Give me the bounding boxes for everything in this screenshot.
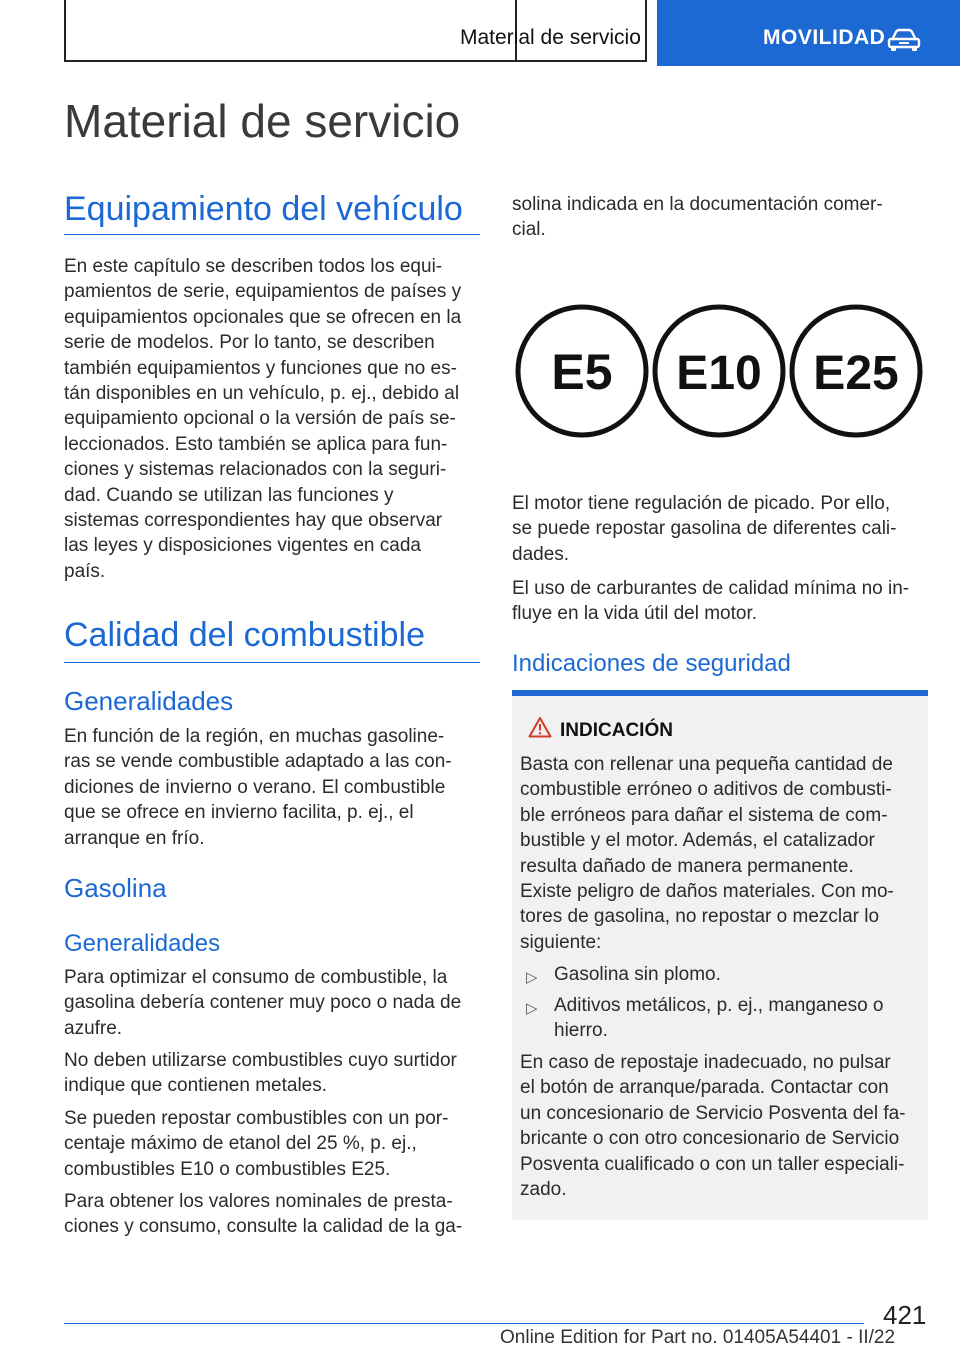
paragraph-gas-2: No deben utilizarse combustibles cuyo surtidor indique que contienen metales. [64, 1050, 457, 1097]
fuel-label-e5 [518, 307, 646, 435]
heading-rule [64, 662, 480, 663]
warning-bullet-1: Gasolina sin plomo. [554, 964, 721, 985]
paragraph-gas-3: Se pueden repostar combustibles con un por‐ centaje máximo de etanol del 25 %, p. ej., combustibles E10 o combustibles E25. [64, 1108, 449, 1180]
warning-title: INDICACIÓN [560, 720, 673, 741]
heading-generalidades: Generalidades [64, 686, 234, 716]
paragraph-gas-4: Para obtener los valores nominales de presta‐ ciones y consumo, consulte la calidad de la ga‐ [64, 1191, 463, 1238]
bullet-marker-icon: ▷ [526, 1000, 538, 1017]
heading-calidad: Calidad del combustible [64, 616, 425, 654]
fuel-labels-svg [514, 303, 924, 453]
tab-label: MOVILIDAD [763, 26, 886, 49]
tab-movilidad[interactable] [657, 0, 960, 66]
bullet-marker-icon: ▷ [526, 969, 538, 986]
warning-bullet-2: Aditivos metálicos, p. ej., manganeso o hierro. [554, 995, 884, 1042]
page-title: Material de servicio [64, 95, 461, 147]
heading-rule [64, 234, 480, 235]
paragraph-uso: El uso de carburantes de calidad mínima no in‐ fluye en la vida útil del motor. [512, 578, 910, 625]
paragraph-equipamiento: En este capítulo se describen todos los equi‐ pamientos de serie, equipamientos de países y equipamientos opcionales que se ofrecen en la serie de modelos. Por lo tanto, se describen también equipamientos y funciones que no es‐ tán disponibles en un vehículo, p. ej., debido al equipamiento opcional o la versión de país se‐ leccionados. Esto también se aplica para fun‐ ciones y sistemas relacionados con la seguri‐ dad. Cuando se utilizan las funciones y sistemas correspondientes hay que observar las leyes y disposiciones vigentes en cada país. [64, 256, 462, 582]
warning-paragraph-2: En caso de repostaje inadecuado, no pulsar el botón de arranque/parada. Contactar con un concesionario de Servicio Posventa del fa‐ bricante o con otro concesionario de Servicio Posventa cualificado o con un taller especiali‐ zado. [520, 1052, 906, 1201]
warning-triangle-icon [528, 716, 552, 738]
car-icon [887, 28, 921, 52]
heading-equipamiento: Equipamiento del vehículo [64, 190, 463, 228]
warning-paragraph-1: Basta con rellenar una pequeña cantidad de combustible erróneo o aditivos de combusti‐ ble erróneos para dañar el sistema de com‐ bustible y el motor. Además, el catalizador resulta dañado de manera permanente. Existe peligro de daños materiales. Con mo‐ tores de gasolina, no repostar o mezclar lo siguiente: [520, 754, 894, 953]
footer-edition: Online Edition for Part no. 01405A54401 - II/22 [500, 1327, 896, 1348]
svg-text:E10: E10 [676, 347, 762, 400]
svg-text:E5: E5 [551, 344, 613, 400]
heading-indicaciones: Indicaciones de seguridad [512, 650, 791, 677]
fuel-label-e10 [655, 307, 783, 435]
page-number: 421 [883, 1300, 927, 1330]
paragraph-motor: El motor tiene regulación de picado. Por ello, se puede repostar gasolina de diferentes cali‐ dades. [512, 493, 897, 565]
svg-text:E25: E25 [813, 347, 899, 400]
warning-box [512, 690, 928, 1220]
footer-rule [64, 1323, 864, 1324]
fuel-label-e25 [792, 307, 920, 435]
heading-generalidades-gasolina: Generalidades [64, 930, 221, 957]
fuel-labels-figure [514, 303, 924, 453]
paragraph-gas-1: Para optimizar el consumo de combustible, la gasolina debería contener muy poco o nada de azufre. [64, 967, 462, 1039]
paragraph-continued: solina indicada en la documentación comer‐ cial. [512, 194, 883, 241]
header-section-title: Material de servicio [460, 26, 641, 49]
paragraph-generalidades: En función de la región, en muchas gasoline‐ ras se vende combustible adaptado a las con‐ diciones de invierno o verano. El combustible que se ofrece en invierno facilita, p. ej., el arranque en frío. [64, 726, 452, 849]
heading-gasolina: Gasolina [64, 873, 167, 903]
